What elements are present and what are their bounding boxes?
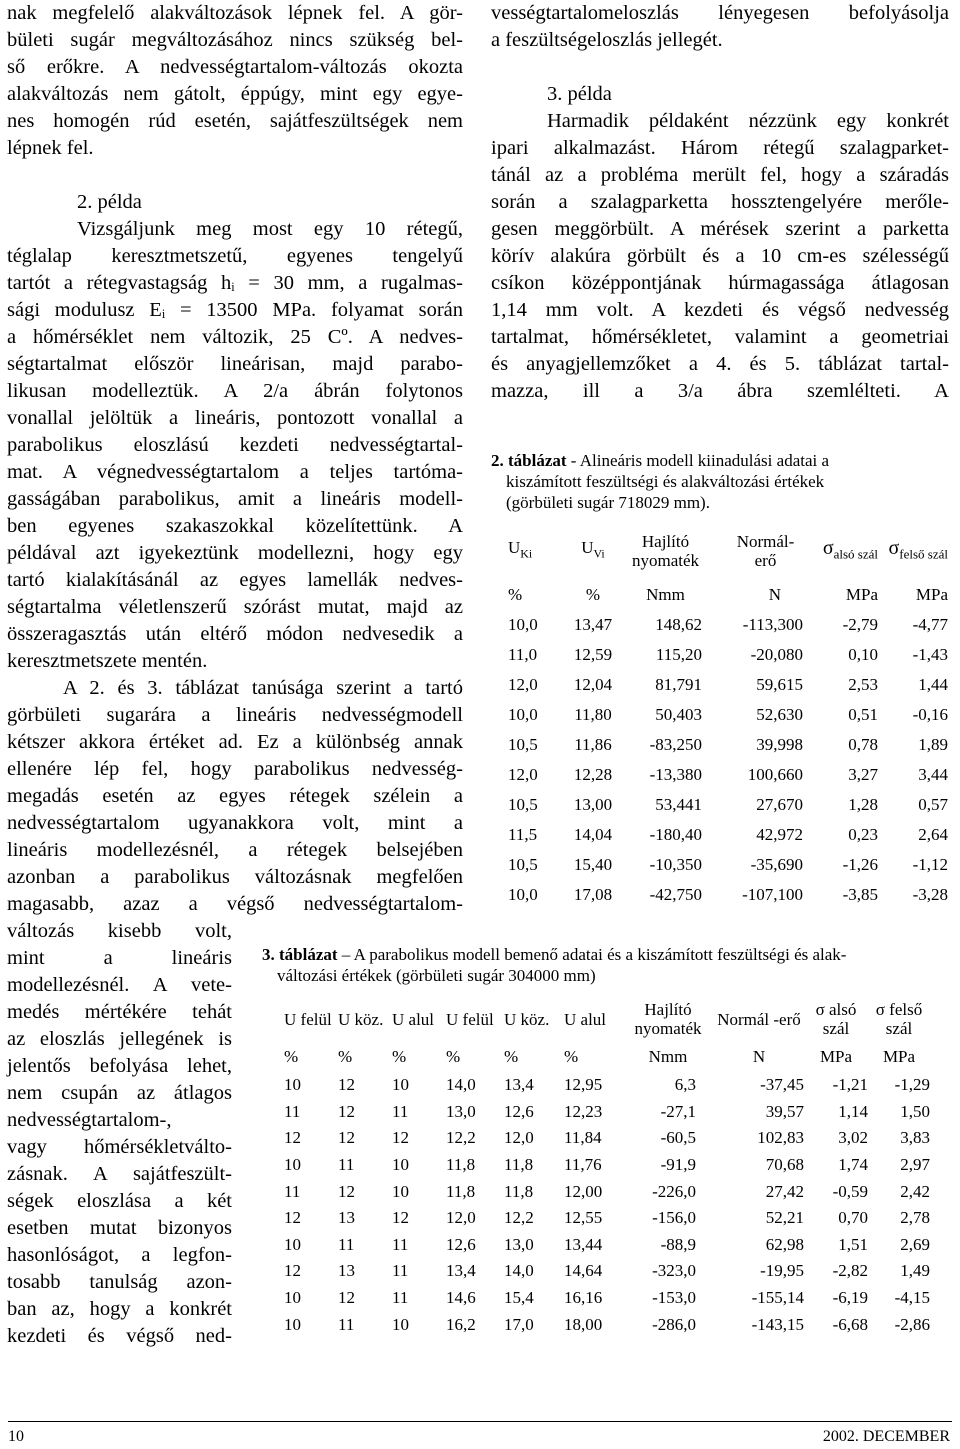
unit-cell: MPa	[819, 1047, 853, 1066]
table3-cell: 14,6	[446, 1288, 476, 1308]
table2-caption-line: (görbületi sugár 718029 mm).	[506, 493, 710, 512]
text-line: gesen meggörbült. A mérések szerint a parketta	[491, 218, 949, 240]
table2-cell: -35,690	[750, 855, 803, 874]
text-line: parabolikus eloszlású kezdeti nedvességtartal-	[7, 434, 463, 456]
table3-cell: 13,0	[446, 1101, 476, 1121]
table3-cell: 13	[338, 1208, 355, 1228]
text-line: görbületi sugarára a lineáris nedvességmodell	[7, 704, 463, 726]
text-line: nak megfelelő alakváltozások lépnek fel. A gör-	[7, 2, 463, 24]
table2-cell: 17,08	[573, 885, 613, 904]
table3-cell: 2,69	[900, 1234, 930, 1254]
table3-header-cell: U alul	[392, 1009, 435, 1029]
table2-row	[508, 700, 948, 730]
table2-cell: 53,441	[655, 795, 702, 814]
text-line: ban az, hogy a konkrét	[7, 1298, 232, 1320]
table3-cell: 2,97	[900, 1155, 930, 1175]
text-line: kétszer akkora értéket ad. Ez a különbség annak	[7, 731, 463, 753]
text-line: jelentős befolyása lehet,	[7, 1055, 232, 1077]
table2-cell: -0,16	[912, 705, 948, 724]
table2-cell: 3,27	[848, 765, 878, 784]
table3-cell: 70,68	[765, 1155, 804, 1175]
text-line: ségek eloszlása a két	[7, 1190, 232, 1212]
table3-cell: 11	[338, 1314, 355, 1334]
table3-cell: -2,86	[894, 1314, 930, 1334]
text-line: nedvességtartalom ugyanakkora volt, mint a	[7, 812, 463, 834]
table3-cell: -37,45	[760, 1075, 804, 1095]
footer-rule	[8, 1421, 952, 1422]
table3-cell: -0,59	[832, 1181, 868, 1201]
table3-cell: 12,2	[446, 1128, 476, 1148]
table3-cell: 12	[338, 1128, 355, 1148]
unit-cell: MPa	[882, 1047, 916, 1066]
unit-cell: Nmm	[648, 1047, 688, 1066]
text-line: ellenére lép fel, hogy parabolikus nedvesség-	[7, 758, 463, 780]
table2-row	[508, 820, 948, 850]
table3-cell: 12,55	[564, 1208, 603, 1228]
text-line: keresztmetszete mentén.	[7, 650, 208, 672]
table3-caption	[262, 944, 952, 986]
table3-cell: 13	[338, 1261, 355, 1281]
table2-cell: 42,972	[756, 825, 803, 844]
example-heading: 2. példa	[77, 191, 142, 213]
text-line: során a szalagparketta hossztengelyére merőle-	[491, 191, 949, 213]
table2-cell: -113,300	[742, 615, 803, 634]
table3-caption-line: változási értékek (görbületi sugár 304000 mm)	[277, 966, 596, 985]
table3-row	[284, 1205, 930, 1232]
table3-cell: 13,4	[504, 1075, 534, 1095]
text-line: azonban a parabolikus változásnak megfelően	[7, 866, 463, 888]
table3-row	[284, 1311, 930, 1338]
table3-cell: 16,2	[446, 1314, 476, 1334]
table3-cell: 11	[284, 1101, 301, 1121]
table3-cell: 1,51	[838, 1234, 868, 1254]
table2-cell: -4,77	[912, 615, 948, 634]
unit-cell: %	[446, 1047, 461, 1066]
table2-cell: 1,44	[918, 675, 948, 694]
table2-cell: -180,40	[649, 825, 702, 844]
text-line: körív alakúra görbült és a 10 cm-es szélességű	[491, 245, 949, 267]
table3-cell: -2,82	[832, 1261, 868, 1281]
table3-cell: 12,0	[504, 1128, 534, 1148]
table3-cell: -226,0	[652, 1181, 696, 1201]
table2-cell: 1,89	[918, 735, 948, 754]
table3-cell: 12,0	[446, 1208, 476, 1228]
table3-cell: 12	[392, 1208, 409, 1228]
text-line: kezdeti és végső ned-	[7, 1325, 232, 1347]
table2-row	[508, 640, 948, 670]
table3-cell: 12,2	[504, 1208, 534, 1228]
table2-row	[508, 790, 948, 820]
text-line: mat. A végnedvességtartalom a teljes tartóma-	[7, 461, 463, 483]
table2-cell: 50,403	[655, 705, 702, 724]
table3	[284, 996, 930, 1338]
table2-cell: 14,04	[573, 825, 613, 844]
table2-cell: 148,62	[655, 615, 702, 634]
text-line: a hőmérséklet nem változik, 25 Cº. A nedves-	[7, 326, 463, 348]
example-heading: 3. példa	[547, 83, 612, 105]
table2-cell: 0,57	[918, 795, 948, 814]
text-line: vagy hőmérsékletválto-	[7, 1136, 232, 1158]
table3-units-row	[284, 1042, 930, 1072]
table2-row	[508, 670, 948, 700]
text-line: mint a lineáris	[7, 947, 232, 969]
table2-cell: 52,630	[756, 705, 803, 724]
table2-cell: 59,615	[756, 675, 803, 694]
table3-cell: 11	[392, 1261, 409, 1281]
table3-header-cell: U köz.	[504, 1009, 550, 1029]
text-line: modellezésnél. A vete-	[7, 974, 232, 996]
table2-header-cell: $U_{Vi}$	[581, 538, 605, 561]
unit-cell: MPa	[845, 585, 878, 604]
table3-cell: 16,16	[564, 1288, 603, 1308]
text-line: példával azt igyekeztünk modellezni, hogy egy	[7, 542, 463, 564]
table2-cell: 15,40	[573, 855, 613, 874]
table2-cell: 100,660	[747, 765, 803, 784]
table2	[508, 522, 948, 910]
text-line: összeragasztás után eltérő módon nedvesedik a	[7, 623, 463, 645]
table2-cell: 10,5	[508, 735, 538, 754]
table3-cell: 27,42	[765, 1181, 804, 1201]
table2-cell: -42,750	[649, 885, 702, 904]
table3-cell: 52,21	[765, 1208, 804, 1228]
table3-cell: 10	[392, 1075, 409, 1095]
unit-cell: %	[504, 1047, 519, 1066]
text-line: téglalap keresztmetszetű, egyenes tengelyű	[7, 245, 463, 267]
text-line: megadás esetén az egyes rétegek szélein a	[7, 785, 463, 807]
table3-cell: 62,98	[765, 1234, 804, 1254]
table3-cell: 13,0	[504, 1234, 534, 1254]
text-line: tánál az a probléma merült fel, hogy a száradás	[491, 164, 949, 186]
table3-cell: 11	[338, 1155, 355, 1175]
table3-cell: 11,84	[564, 1128, 602, 1148]
table3-cell: 10	[392, 1181, 409, 1201]
text-line: lépnek fel.	[7, 137, 94, 159]
table3-cell: -88,9	[660, 1234, 696, 1254]
unit-cell: Nmm	[646, 585, 685, 604]
table2-row	[508, 610, 948, 640]
table3-cell: 2,42	[900, 1181, 930, 1201]
text-line: ségtartalmat először lineárisan, majd parabo-	[7, 353, 463, 375]
unit-cell: %	[564, 1047, 579, 1066]
table2-row	[508, 850, 948, 880]
table3-cell: 11,8	[504, 1181, 534, 1201]
table3-caption-label: 3. táblázat	[262, 945, 338, 964]
table2-cell: 27,670	[756, 795, 803, 814]
text-line: zásnak. A sajátfeszült-	[7, 1163, 232, 1185]
text-line: tartót a rétegvastagság hᵢ = 30 mm, a rugalmas-	[7, 272, 463, 294]
table2-header-cell: Hajlító nyomaték	[631, 532, 700, 570]
table3-cell: -60,5	[660, 1128, 696, 1148]
table2-cell: 10,5	[508, 855, 538, 874]
text-line: lineáris modellezésnél, a rétegek belsejében	[7, 839, 463, 861]
table2-row	[508, 730, 948, 760]
table2-cell: 10,0	[508, 705, 538, 724]
table2-cell: 10,0	[508, 885, 538, 904]
table2-cell: 39,998	[756, 735, 803, 754]
table2-cell: -1,12	[912, 855, 948, 874]
table3-cell: 11	[392, 1234, 409, 1254]
page-number: 10	[8, 1428, 24, 1445]
table3-cell: 15,4	[504, 1288, 534, 1308]
issue-label: 2002. DECEMBER	[822, 1428, 950, 1445]
table3-cell: 6,3	[674, 1075, 696, 1095]
table3-cell: 12	[392, 1128, 409, 1148]
table3-cell: -156,0	[652, 1208, 696, 1228]
table2-cell: -2,79	[842, 615, 878, 634]
table2-cell: -107,100	[742, 885, 803, 904]
text-line: nes homogén rúd esetén, sajátfeszültségek nem	[7, 110, 463, 132]
text-line: ipari alkalmazást. Három rétegű szalagparket-	[491, 137, 949, 159]
text-line: gasságában parabolikus, amit a lineáris modell-	[7, 488, 463, 510]
text-line: alakváltozás nem gátolt, éppúgy, mint egy egye-	[7, 83, 463, 105]
table3-cell: 10	[392, 1314, 409, 1334]
text-line: csíkon középpontjának húrmagassága átlagosan	[491, 272, 949, 294]
text-line: ső erőkre. A nedvességtartalom-változás okozta	[7, 56, 463, 78]
text-line: nedvességtartalom-,	[7, 1109, 172, 1131]
unit-cell: %	[284, 1047, 299, 1066]
text-line: bületi sugár megváltozásához nincs szükség bel-	[7, 29, 463, 51]
table3-cell: 18,00	[564, 1314, 603, 1334]
table3-cell: -286,0	[652, 1314, 696, 1334]
text-line: vonallal jelöltük a lineáris, pontozott vonallal a	[7, 407, 463, 429]
table3-row	[284, 1152, 930, 1179]
table3-cell: -153,0	[652, 1288, 696, 1308]
table3-cell: 1,50	[900, 1101, 930, 1121]
table2-cell: 0,10	[848, 645, 878, 664]
table3-cell: 11	[338, 1234, 355, 1254]
table2-cell: 11,5	[508, 825, 538, 844]
table3-cell: 1,74	[838, 1155, 868, 1175]
text-line: tosabb tanulság azon-	[7, 1271, 232, 1293]
table3-caption-text: – A parabolikus modell bemenő adatai és a kiszámított feszültségi és alak-	[337, 945, 847, 964]
table3-cell: 12,00	[564, 1181, 603, 1201]
table3-row	[284, 1285, 930, 1312]
table2-cell: -20,080	[750, 645, 803, 664]
table3-cell: 12,95	[564, 1075, 603, 1095]
table2-caption-text: - Alineáris modell kiinadulási adatai a	[566, 451, 830, 470]
table2-cell: 10,0	[508, 615, 538, 634]
table3-cell: 12,23	[564, 1101, 603, 1121]
table2-units-row	[508, 580, 948, 610]
table2-cell: 0,78	[848, 735, 878, 754]
table3-cell: 14,0	[504, 1261, 534, 1281]
text-line: esetben mutat bizonyos	[7, 1217, 232, 1239]
table3-cell: -91,9	[660, 1155, 696, 1175]
table3-cell: 13,44	[564, 1234, 603, 1254]
table3-cell: 0,70	[838, 1208, 868, 1228]
table3-cell: -1,21	[832, 1075, 868, 1095]
text-line: hasonlóságot, a legfon-	[7, 1244, 232, 1266]
table3-cell: 11	[284, 1181, 301, 1201]
table2-cell: 2,64	[918, 825, 948, 844]
text-line: A 2. és 3. táblázat tanúsága szerint a tartó	[63, 677, 463, 699]
table3-cell: -6,68	[832, 1314, 868, 1334]
table2-cell: 12,04	[573, 675, 613, 694]
text-line: nem csupán az átlagos	[7, 1082, 232, 1104]
text-line: a feszültségeloszlás jellegét.	[491, 29, 723, 51]
table2-cell: 13,47	[573, 615, 613, 634]
table3-cell: 3,02	[838, 1128, 868, 1148]
table2-header-cell: $\sigma_{felső szál}$	[888, 536, 948, 562]
table3-cell: 10	[284, 1155, 301, 1175]
table3-cell: -27,1	[660, 1101, 696, 1121]
table3-cell: -6,19	[832, 1288, 868, 1308]
table2-cell: -3,85	[842, 885, 878, 904]
table3-cell: 1,14	[838, 1101, 868, 1121]
table3-cell: 10	[392, 1155, 409, 1175]
table3-header-cell: σ felső szál	[875, 1000, 923, 1038]
table3-header-cell: U alul	[564, 1009, 607, 1029]
table3-header-cell: U felül	[284, 1009, 332, 1029]
table3-cell: 3,83	[900, 1128, 930, 1148]
table3-header-cell: Normál -erő	[717, 1009, 801, 1029]
table2-header-row	[508, 522, 948, 580]
table2-cell: 10,5	[508, 795, 538, 814]
table3-cell: 12	[338, 1101, 355, 1121]
table3-cell: 11	[392, 1101, 409, 1121]
table3-cell: 102,83	[757, 1128, 804, 1148]
text-line: változás kisebb volt,	[7, 920, 232, 942]
table2-cell: 2,53	[848, 675, 878, 694]
table2-caption	[491, 450, 951, 513]
unit-cell: N	[768, 585, 781, 604]
text-line: tartó kialakításánál az egyes lamellák nedves-	[7, 569, 463, 591]
table2-cell: 1,28	[848, 795, 878, 814]
text-line: sági modulusz Eᵢ = 13500 MPa. folyamat során	[7, 299, 463, 321]
table3-header-row	[284, 996, 930, 1042]
unit-cell: %	[508, 585, 523, 604]
table3-cell: 12	[338, 1075, 355, 1095]
table3-header-cell: U köz.	[338, 1009, 384, 1029]
table2-cell: 81,791	[655, 675, 702, 694]
table3-cell: 13,4	[446, 1261, 476, 1281]
text-line: 1,14 mm volt. A kezdeti és végső nedvesség	[491, 299, 949, 321]
table3-cell: -4,15	[894, 1288, 930, 1308]
text-line: mazza, ill a 3/a ábra szemlélteti. A	[491, 380, 949, 402]
table2-header-cell: $\sigma_{alsó szál}$	[822, 536, 878, 562]
table3-cell: 10	[284, 1075, 301, 1095]
table3-cell: 11,76	[564, 1155, 602, 1175]
table2-cell: 12,28	[573, 765, 613, 784]
table2-row	[508, 760, 948, 790]
table3-cell: -1,29	[894, 1075, 930, 1095]
table2-cell: 13,00	[573, 795, 613, 814]
table2-row	[508, 880, 948, 910]
table3-cell: 11,8	[504, 1155, 534, 1175]
table2-cell: 115,20	[655, 645, 702, 664]
table3-cell: 10	[284, 1288, 301, 1308]
table3-row	[284, 1178, 930, 1205]
text-line: tartalmat, hőmérsékletet, valamint a geometriai	[491, 326, 949, 348]
table2-cell: -83,250	[649, 735, 702, 754]
table3-cell: 10	[284, 1314, 301, 1334]
table2-cell: -1,26	[842, 855, 878, 874]
table2-cell: -3,28	[912, 885, 948, 904]
text-line: ségtartalma véletlenszerű szórást mutat, majd az	[7, 596, 463, 618]
table3-cell: 12	[338, 1181, 355, 1201]
unit-cell: MPa	[915, 585, 948, 604]
unit-cell: %	[585, 585, 601, 604]
table2-cell: 12,0	[508, 765, 538, 784]
table3-header-cell: σ alsó szál	[815, 1000, 857, 1038]
table3-cell: 12	[284, 1261, 301, 1281]
table3-cell: 12,6	[504, 1101, 534, 1121]
table3-cell: 12	[284, 1128, 301, 1148]
table2-header-cell: $U_{Ki}$	[508, 538, 533, 561]
table2-cell: 0,51	[848, 705, 878, 724]
text-line: Harmadik példaként nézzünk egy konkrét	[547, 110, 949, 132]
table3-cell: -19,95	[760, 1261, 804, 1281]
table2-cell: -10,350	[649, 855, 702, 874]
table3-row	[284, 1072, 930, 1099]
table3-cell: 11	[392, 1288, 409, 1308]
table3-cell: 39,57	[765, 1101, 804, 1121]
table3-cell: 11,8	[446, 1155, 476, 1175]
table2-cell: 0,23	[848, 825, 878, 844]
unit-cell: %	[392, 1047, 407, 1066]
table3-cell: 12	[284, 1208, 301, 1228]
table3-cell: -323,0	[652, 1261, 696, 1281]
table2-cell: 12,59	[573, 645, 613, 664]
text-line: és anyagjellemzőket a 4. és 5. táblázat tartal-	[491, 353, 949, 375]
text-line: medés mértékére tehát	[7, 1001, 232, 1023]
unit-cell: %	[338, 1047, 353, 1066]
table3-cell: 2,78	[900, 1208, 930, 1228]
table3-cell: 1,49	[900, 1261, 930, 1281]
table3-row	[284, 1232, 930, 1259]
table3-row	[284, 1125, 930, 1152]
table2-caption-line: kiszámított feszültségi és alakváltozási értékek	[506, 472, 825, 491]
table3-cell: -143,15	[751, 1314, 804, 1334]
table3-row	[284, 1099, 930, 1126]
table2-cell: 3,44	[918, 765, 948, 784]
table2-cell: 11,86	[574, 735, 612, 754]
text-line: Vizsgáljunk meg most egy 10 rétegű,	[77, 218, 463, 240]
table2-cell: 12,0	[508, 675, 538, 694]
text-line: magasabb, azaz a végső nedvességtartalom-	[7, 893, 463, 915]
table3-cell: -155,14	[751, 1288, 804, 1308]
table3-cell: 12,6	[446, 1234, 476, 1254]
text-line: ben egyenes szakaszokkal közelítettünk. A	[7, 515, 463, 537]
text-line: az eloszlás jellegének is	[7, 1028, 232, 1050]
table3-cell: 14,64	[564, 1261, 603, 1281]
table2-cell: -1,43	[912, 645, 948, 664]
table2-cell: -13,380	[649, 765, 702, 784]
table3-cell: 10	[284, 1234, 301, 1254]
table2-caption-label: 2. táblázat	[491, 451, 567, 470]
table3-cell: 17,0	[504, 1314, 534, 1334]
text-line: vességtartalomeloszlás lényegesen befolyásolja	[491, 2, 949, 24]
table3-cell: 11,8	[446, 1181, 476, 1201]
table3-row	[284, 1258, 930, 1285]
text-line: likusan modelleztük. A 2/a ábrán folytonos	[7, 380, 463, 402]
table3-cell: 12	[338, 1288, 355, 1308]
table3-header-cell: U felül	[446, 1009, 494, 1029]
unit-cell: N	[752, 1047, 766, 1066]
table2-header-cell: Normál-erő	[736, 532, 795, 570]
table3-cell: 14,0	[446, 1075, 476, 1095]
table2-cell: 11,80	[574, 705, 612, 724]
table2-cell: 11,0	[508, 645, 538, 664]
table3-header-cell: Hajlító nyomaték	[634, 1000, 702, 1038]
